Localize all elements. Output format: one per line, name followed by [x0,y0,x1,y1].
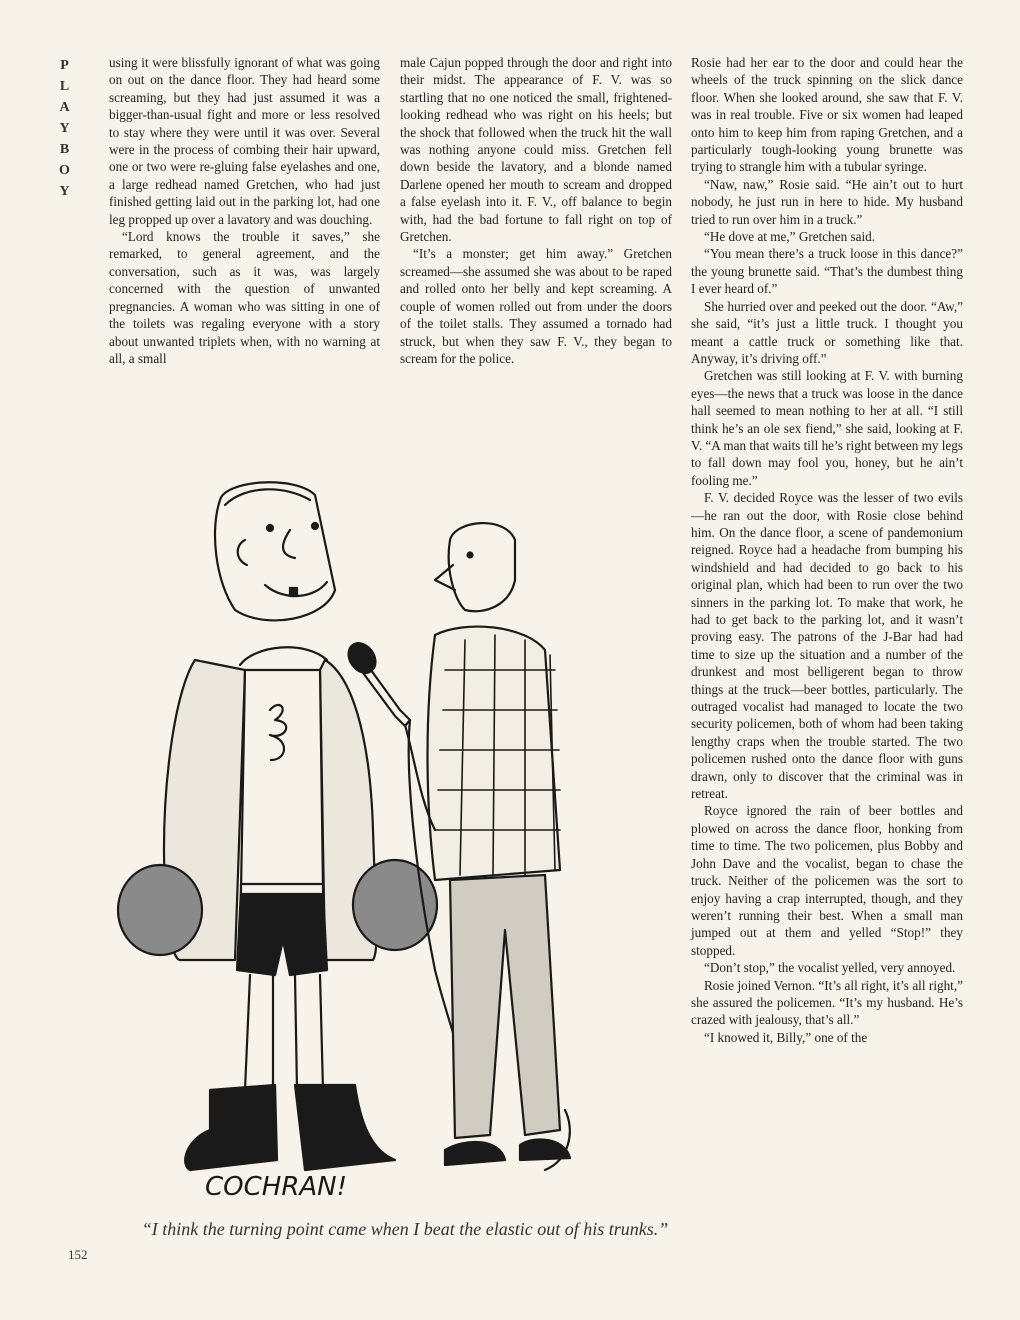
paragraph: F. V. decided Royce was the lesser of two evils—he ran out the door, with Rosie close behind him. On the dance floor, a scene of pandemonium reigned. Royce had a headache from bumping his windshield and had decided to go back to his original plan, which had been to run over the two sinners in the parking lot. To make that work, he had to get back to the parking lot, and it wasn’t proving easy. The patrons of the J-Bar had had time to size up the situation and a number of the drunkest and most belligerent began to throw things at the truck—beer bottles, particularly. The outraged vocalist had managed to locate the two security policemen, both of whom had been taking lengthy craps when the trouble started. The two policemen rushed onto the dance floor with guns drawn, only to discover that the criminal was in retreat. [691,490,963,802]
paragraph: “He dove at me,” Gretchen said. [704,229,875,245]
article-column-2 [400,54,672,367]
boxer-interview-drawing [105,470,575,1210]
paragraph: Rosie had her ear to the door and could hear the wheels of the truck spinning on the slick dance floor. When she looked around, she saw that F. V. was in real trouble. Five or six women had leaped onto him to keep him from raping Gretchen, and a particularly tough-looking young brunette was trying to strangle him with a tubular syringe. [691,55,963,175]
paragraph: using it were blissfully ignorant of what was going on out on the dance floor. They had heard some screaming, but they had just assumed it was a bigger-than-usual fight and more or less resolved to stay where they were until it was over. Several were in the process of combing their hair upward, one or two were re-gluing false eyelashes and one, a large redhead named Gretchen, who had just finished getting laid out in the parking lot, had one leg propped up over a lavatory and was douching. [109,55,380,227]
paragraph: “Lord knows the trouble it saves,” she remarked, to general agreement, and the conversation, such as it was, was largely concerned with the question of unwanted pregnancies. A woman who was sitting in one of the toilets was regaling everyone with a story about unwanted triplets when, with no warning at all, a small [109,229,380,366]
cartoon-illustration [105,470,575,1210]
magazine-running-head: PLAYBOY [57,58,72,205]
paragraph: male Cajun popped through the door and right into their midst. The appearance of F. V. was so startling that no one noticed the small, frightened-looking redhead who was right on his heels; but the shock that followed when the truck hit the wall was nothing anyone could miss. Gretchen fell down beside the lavatory, and a blonde named Darlene opened her mouth to scream and dropped a false eyelash into it. F. V., off balance to begin with, had the bad fortune to fall right on top of Gretchen. [400,55,672,245]
paragraph: “Don’t stop,” the vocalist yelled, very annoyed. [704,960,956,976]
paragraph: She hurried over and peeked out the door. “Aw,” she said, “it’s just a little truck. I thought you meant a cattle truck or something like that. Anyway, it’s driving off.” [691,298,963,366]
cartoon-caption: “I think the turning point came when I beat the elastic out of his trunks.” [141,1219,669,1239]
page-number: 152 [68,1247,88,1262]
article-column-3 [691,54,963,1046]
paragraph: “It’s a monster; get him away.” Gretchen screamed—she assumed she was about to be raped and rolled onto her belly and kept screaming. A couple of women rolled out from under the doors of the toilet stalls. They assumed a tornado had struck, but when they saw F. V., they began to scream for the police. [400,246,672,366]
paragraph: “Naw, naw,” Rosie said. “He ain’t out to hurt nobody, he just run in here to hide. My husband tried to run over him in a truck.” [691,176,963,227]
paragraph: Gretchen was still looking at F. V. with burning eyes—the news that a truck was loose in the dance hall seemed to mean nothing to her at all. “I still think he’s an ole sex fiend,” she said, looking at F. V. “A man that waits till he’s right between my legs to fall down may fool you, honey, but he ain’t fooling me.” [691,368,963,488]
paragraph: Rosie joined Vernon. “It’s all right, it’s all right,” she assured the policemen. “It’s my husband. He’s crazed with jealousy, that’s all.” [691,977,963,1028]
paragraph: “I knowed it, Billy,” one of the [704,1029,868,1045]
cartoonist-signature: COCHRAN! [205,1172,348,1202]
article-column-1 [109,54,380,367]
paragraph: Royce ignored the rain of beer bottles and plowed on across the dance floor, honking from time to time. The two policemen, plus Bobby and John Dave and the vocalist, began to chase the truck. Neither of the policemen was the sort to enjoy having a crap interrupted, though, and they weren’t running their best. When a small man jumped out at them and yelled “Stop!” they stopped. [691,803,963,958]
paragraph: “You mean there’s a truck loose in this dance?” the young brunette said. “That’s the dumbest thing I ever heard of.” [691,246,963,297]
